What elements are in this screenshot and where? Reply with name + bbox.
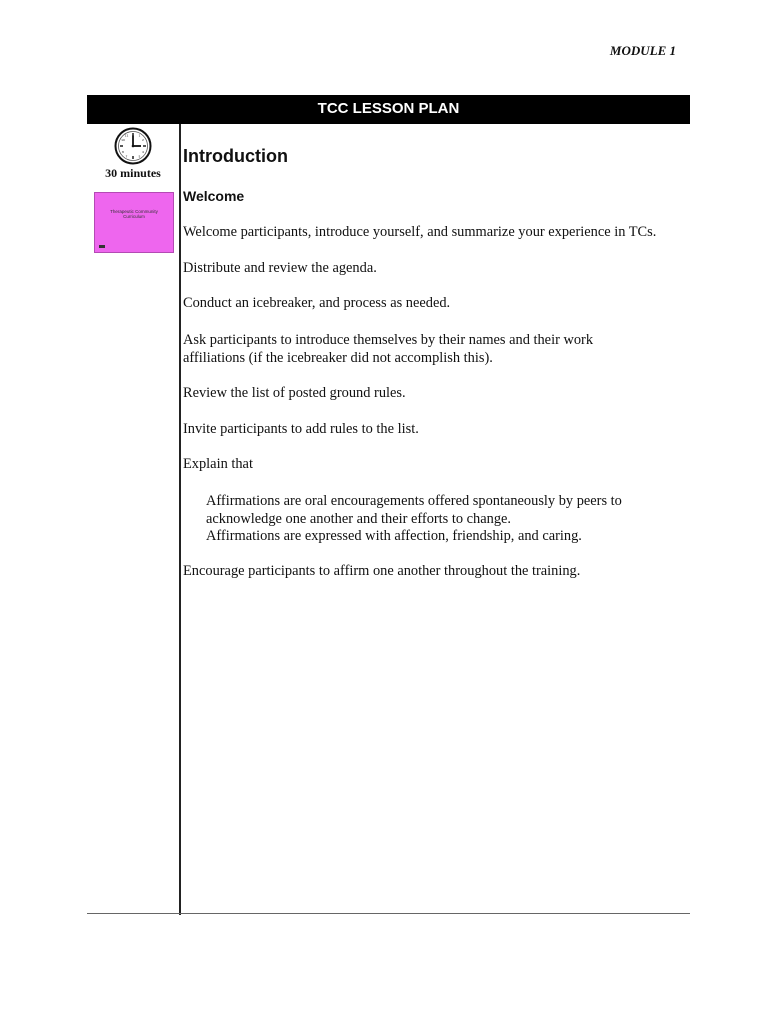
svg-text:10: 10 bbox=[121, 138, 125, 142]
svg-text:11: 11 bbox=[124, 133, 129, 138]
paragraph-ground-rules: Review the list of posted ground rules. bbox=[183, 385, 406, 401]
paragraph-closing: Encourage participants to affirm one another throughout the training. bbox=[183, 563, 581, 579]
paragraph-welcome: Welcome participants, introduce yourself, and summarize your experience in TCs. bbox=[183, 224, 657, 240]
clock-icon bbox=[114, 127, 152, 165]
paragraph-explain: Explain that bbox=[183, 456, 253, 472]
explain-item-affirmations-expression: Affirmations are expressed with affection, friendship, and caring. bbox=[206, 528, 582, 544]
paragraph-agenda: Distribute and review the agenda. bbox=[183, 260, 377, 276]
paragraph-icebreaker: Conduct an icebreaker, and process as needed. bbox=[183, 295, 451, 311]
paragraph-add-rules: Invite participants to add rules to the list. bbox=[183, 421, 419, 437]
section-title: Introduction bbox=[183, 146, 288, 166]
slide-logo-icon bbox=[99, 245, 105, 248]
duration-label: 30 minutes bbox=[105, 166, 161, 180]
paragraph-introductions: Ask participants to introduce themselves by their names and their work affiliations (if the icebreaker did not accomplish this). bbox=[183, 332, 594, 366]
bottom-rule bbox=[87, 913, 690, 914]
svg-text:7: 7 bbox=[125, 154, 128, 159]
svg-text:8: 8 bbox=[122, 150, 124, 154]
slide-thumbnail bbox=[94, 192, 174, 253]
svg-text:4: 4 bbox=[142, 150, 144, 154]
lesson-plan-header-bar: TCC LESSON PLAN bbox=[87, 95, 690, 124]
subsection-title: Welcome bbox=[183, 188, 245, 204]
column-divider bbox=[179, 124, 181, 915]
explain-item-affirmations-definition: Affirmations are oral encouragements offered spontaneously by peers to acknowledge one another and their efforts to change. bbox=[206, 493, 622, 527]
svg-text:2: 2 bbox=[142, 138, 144, 142]
slide-thumbnail-title: Therapeutic Community Curriculum bbox=[110, 209, 158, 219]
svg-text:5: 5 bbox=[138, 154, 141, 159]
svg-text:1: 1 bbox=[138, 133, 141, 138]
module-label: MODULE 1 bbox=[609, 43, 676, 58]
